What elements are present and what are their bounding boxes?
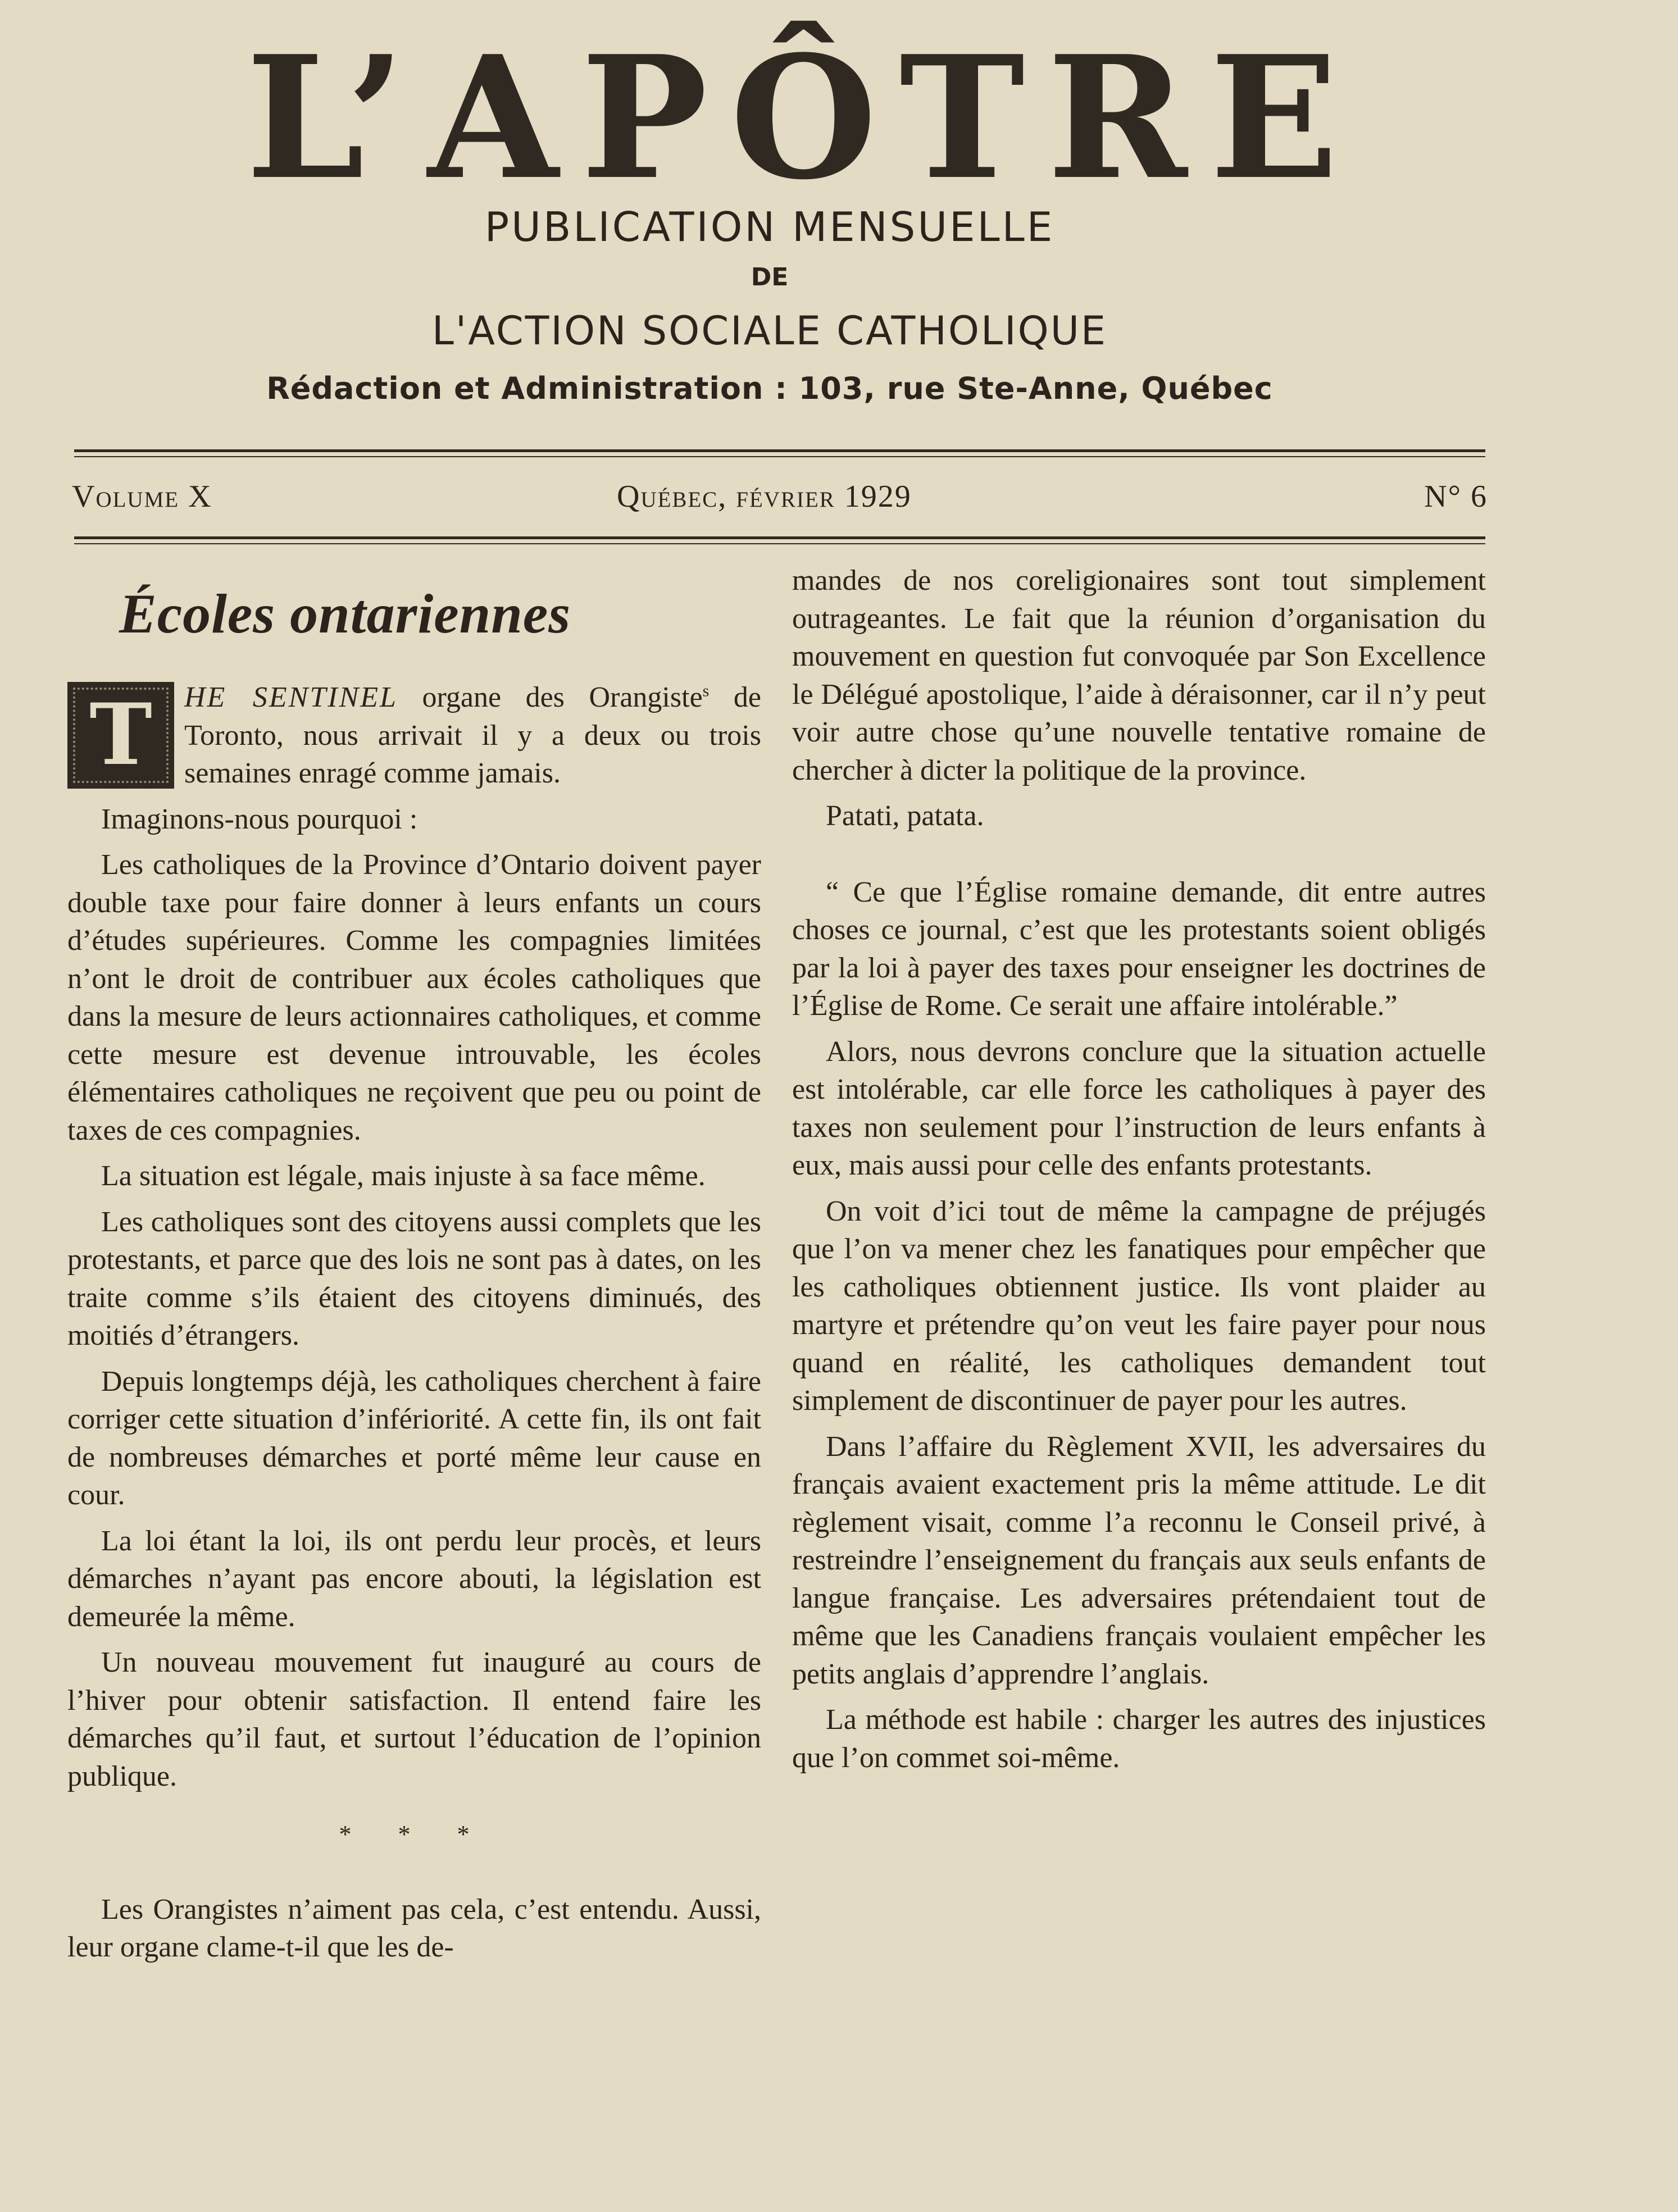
lede-superscript: s [702,681,710,700]
issue-number: N° 6 [1424,479,1488,514]
top-rule-thin [74,456,1485,457]
left-column [67,562,761,1974]
paragraph: On voit d’ici tout de même la campagne de préjugés que l’on va mener chez les fanatiques pour empêcher que les catholiques obtiennent justice. Ils vont plaider au martyre et prétendre qu’on veut les faire payer pour nous quand en réalité, les catholiques demandent tout simplement de discontinuer de payer pour les autres. [792,1195,1486,1417]
article-title: Écoles ontariennes [119,582,571,645]
paragraph: Alors, nous devrons conclure que la situation actuelle est intolérable, car elle force les catholiques à payer des taxes non seulement pour l’instruction de leurs enfants à eux, mais aussi pour celle des enfants protestants. [792,1035,1486,1181]
paragraph: Les catholiques de la Province d’Ontario doivent payer double taxe pour faire donner à leurs enfants un cours d’études supérieures. Comme les compagnies limitées n’ont le droit de contribuer aux écoles catholiques que dans la mesure de leurs actionnaires catholiques, et comme cette mesure est devenue introuvable, les écoles élémentaires catholiques ne reçoivent que peu ou point de taxes de ces compagnies. [67,849,761,1146]
lede-paragraph [67,679,761,793]
subtitle-organization: L'ACTION SOCIALE CATHOLIQUE [431,308,1108,354]
lede-text: organe des Orangiste [397,681,703,713]
top-rule [74,449,1485,452]
paragraph: Les catholiques sont des citoyens aussi complets que les protestants, et parce que des lois ne sont pas à dates, on les traite comme s’ils étaient des citoyens diminués, des moitiés d’étrangers. [67,1205,761,1351]
paragraph: Les Orangistes n’aiment pas cela, c’est entendu. Aussi, leur organe clame-t-il que les de- [67,1893,761,1963]
paragraph: Dans l’affaire du Règlement XVII, les adversaires du français avaient exactement pris la même attitude. Le dit règlement visait, comme l’a reconnu le Conseil privé, à restreindre l’enseignement du français aux seuls enfants de langue française. Les adversaires prétendaient tout de même que les Canadiens français voulaient empêcher les petits anglais d’apprendre l’anglais. [792,1430,1486,1690]
masthead [0,0,1678,427]
volume-label: Volume X [72,479,212,514]
paragraph: La méthode est habile : charger les autres des injustices que l’on commet soi-même. [792,1704,1486,1774]
publication-logo: L’APÔTRE [245,19,1361,217]
subtitle-de: DE [751,263,789,292]
newspaper-name: HE SENTINEL [184,681,398,713]
paragraph: Un nouveau mouvement fut inauguré au cours de l’hiver pour obtenir satisfaction. Il entend faire les démarches qu’il faut, et surtout l’éducation de l’opinion publique. [67,1646,761,1792]
quote-paragraph: “ Ce que l’Église romaine demande, dit entre autres choses ce journal, c’est que les protestants soient obligés par la loi à payer des taxes pour enseigner les doctrines de l’Église de Rome. Ce serait une affaire intolérable.” [792,876,1486,1022]
paragraph: Depuis longtemps déjà, les catholiques cherchent à faire corriger cette situation d’infériorité. A cette fin, ils ont fait de nombreuses démarches et porté même leur cause en cour. [67,1365,761,1511]
paragraph: Imaginons-nous pourquoi : [101,803,418,835]
right-column [792,562,1486,1785]
paragraph-continued: mandes de nos coreligionaires sont tout simplement outrageantes. Le fait que la réunion d’organisation du mouvement en question fut convoquée par Son Excellence le Délégué apostolique, l’aide à déraisonner, car il n’y peut voir autre chose qu’une nouvelle tentative romaine de chercher à dicter la politique de la province. [792,565,1486,786]
address-line: Rédaction et Administration : 103, rue Ste-Anne, Québec [266,371,1273,406]
subtitle-monthly: PUBLICATION MENSUELLE [484,203,1055,251]
paragraph: La loi étant la loi, ils ont perdu leur procès, et leurs démarches n’ayant pas encore abouti, la législation est demeurée la même. [67,1524,761,1633]
dropcap-ornament [67,682,174,789]
spacer [792,843,1486,873]
section-separator: * * * [339,1820,490,1848]
paragraph: Patati, patata. [826,800,984,832]
bottom-rule [74,536,1485,539]
paragraph: La situation est légale, mais injuste à sa face même. [101,1160,706,1192]
dropcap-letter: T [89,685,152,785]
bottom-rule-thin [74,543,1485,544]
issue-info-bar [72,479,1488,524]
issue-date: Québec, février 1929 [617,479,912,514]
lede-text-tail: de Toronto, nous arrivait il y a deux ou trois semaines enragé comme jamais. [184,681,761,789]
